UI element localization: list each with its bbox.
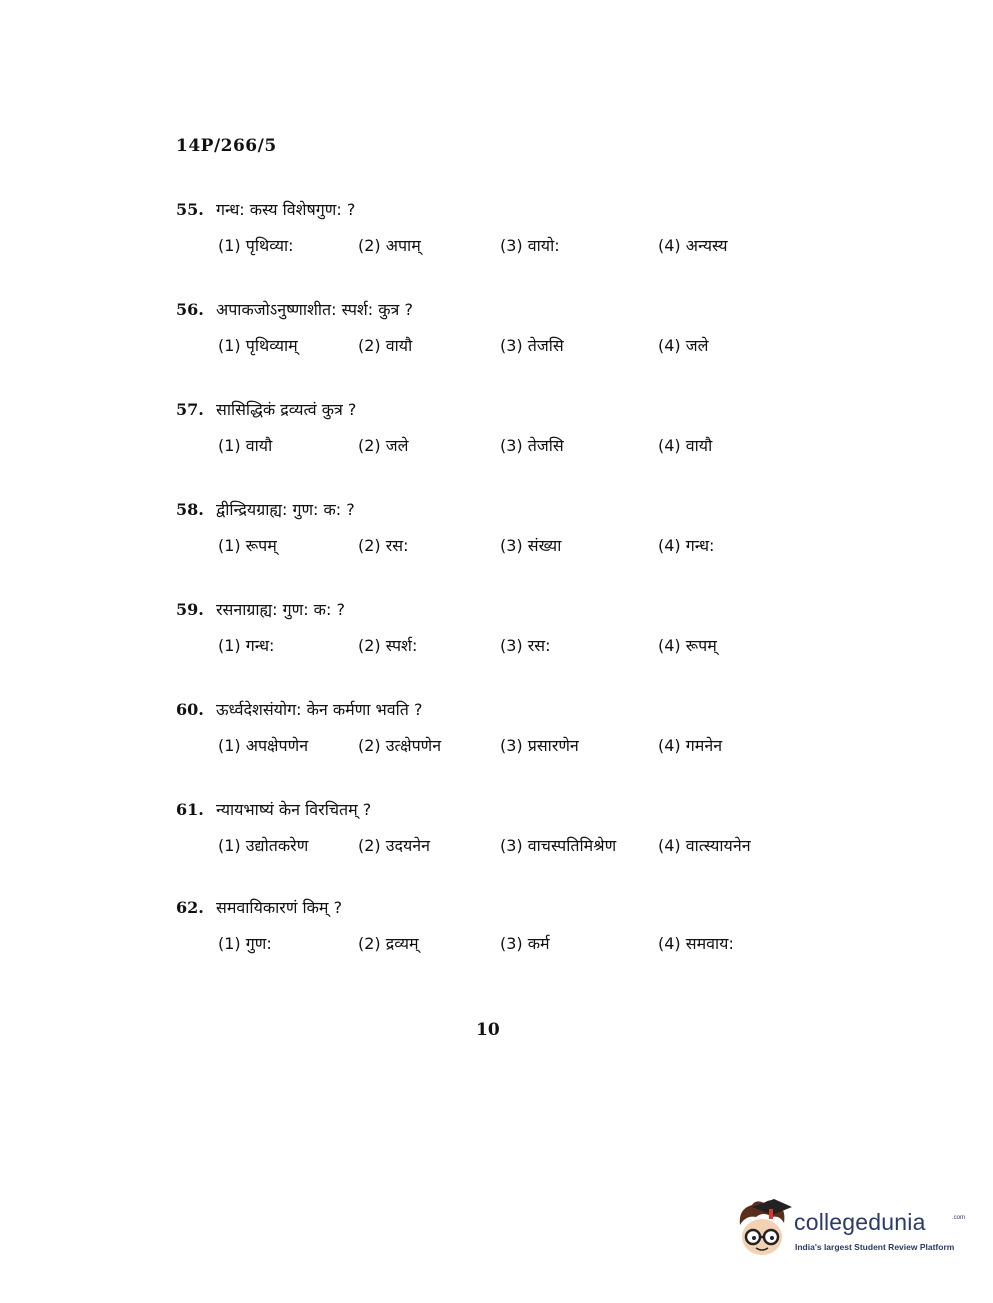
paper-code: 14P/266/5: [176, 136, 277, 156]
question-item: [176, 398, 816, 464]
option-1: (1) पृथिव्याम्: [218, 336, 298, 355]
options-row: [218, 234, 816, 264]
option-3: (3) कर्म: [500, 934, 550, 953]
brand-domain: .com: [952, 1215, 966, 1221]
brand-name: collegedunia: [794, 1209, 926, 1235]
option-2: (2) उत्क्षेपणेन: [358, 736, 442, 755]
question-item: [176, 298, 816, 364]
option-1: (1) उद्योतकरेण: [218, 836, 309, 855]
question-text: गन्ध: कस्य विशेषगुण: ?: [216, 200, 356, 219]
option-1: (1) रूपम्: [218, 536, 277, 555]
question-line: [176, 896, 816, 924]
option-3: (3) तेजसि: [500, 336, 564, 355]
question-item: [176, 598, 816, 664]
question-number: 62.: [176, 898, 204, 917]
question-text: न्यायभाष्यं केन विरचितम् ?: [216, 800, 372, 819]
option-4: (4) रूपम्: [658, 636, 717, 655]
option-3: (3) संख्या: [500, 536, 562, 555]
option-4: (4) गन्ध:: [658, 536, 715, 555]
question-line: [176, 798, 816, 826]
option-2: (2) वायौ: [358, 336, 413, 355]
option-2: (2) अपाम्: [358, 236, 421, 255]
question-line: [176, 498, 816, 526]
options-row: [218, 334, 816, 364]
option-3: (3) रस:: [500, 636, 551, 655]
option-2: (2) द्रव्यम्: [358, 934, 419, 953]
question-number: 58.: [176, 500, 204, 519]
question-text: अपाकजोऽनुष्णाशीत: स्पर्श: कुत्र ?: [216, 300, 413, 319]
question-line: [176, 598, 816, 626]
question-line: [176, 698, 816, 726]
options-row: [218, 834, 816, 864]
question-number: 55.: [176, 200, 204, 219]
options-row: [218, 734, 816, 764]
option-1: (1) गन्ध:: [218, 636, 275, 655]
option-2: (2) रस:: [358, 536, 409, 555]
question-number: 56.: [176, 300, 204, 319]
option-4: (4) गमनेन: [658, 736, 723, 755]
option-1: (1) गुण:: [218, 934, 272, 953]
option-3: (3) तेजसि: [500, 436, 564, 455]
question-number: 59.: [176, 600, 204, 619]
question-number: 57.: [176, 400, 204, 419]
question-line: [176, 298, 816, 326]
student-mascot-icon: [734, 1195, 794, 1263]
option-2: (2) उदयनेन: [358, 836, 431, 855]
question-text: द्वीन्द्रियग्राह्य: गुण: क: ?: [216, 500, 355, 519]
option-4: (4) वायौ: [658, 436, 713, 455]
option-3: (3) प्रसारणेन: [500, 736, 579, 755]
brand-watermark[interactable]: [734, 1195, 964, 1265]
question-line: [176, 198, 816, 226]
question-item: [176, 896, 816, 962]
options-row: [218, 932, 816, 962]
option-4: (4) समवाय:: [658, 934, 734, 953]
question-item: [176, 198, 816, 264]
option-2: (2) स्पर्श:: [358, 636, 418, 655]
question-number: 60.: [176, 700, 204, 719]
option-1: (1) वायौ: [218, 436, 273, 455]
option-1: (1) अपक्षेपणेन: [218, 736, 309, 755]
option-3: (3) वायो:: [500, 236, 560, 255]
page-number: 10: [476, 1020, 500, 1040]
question-text: ऊर्ध्वदेशसंयोग: केन कर्मणा भवति ?: [216, 700, 423, 719]
question-item: [176, 498, 816, 564]
question-text: समवायिकारणं किम् ?: [216, 898, 343, 917]
options-row: [218, 634, 816, 664]
option-4: (4) जले: [658, 336, 709, 355]
option-1: (1) पृथिव्या:: [218, 236, 294, 255]
option-2: (2) जले: [358, 436, 409, 455]
question-text: रसनाग्राह्य: गुण: क: ?: [216, 600, 345, 619]
option-4: (4) वात्स्यायनेन: [658, 836, 751, 855]
question-item: [176, 698, 816, 764]
question-line: [176, 398, 816, 426]
brand-tagline: India's largest Student Review Platform: [795, 1242, 955, 1252]
question-item: [176, 798, 816, 864]
question-text: सासिद्धिकं द्रव्यत्वं कुत्र ?: [216, 400, 357, 419]
options-row: [218, 534, 816, 564]
options-row: [218, 434, 816, 464]
question-number: 61.: [176, 800, 204, 819]
option-4: (4) अन्यस्य: [658, 236, 728, 255]
option-3: (3) वाचस्पतिमिश्रेण: [500, 836, 617, 855]
